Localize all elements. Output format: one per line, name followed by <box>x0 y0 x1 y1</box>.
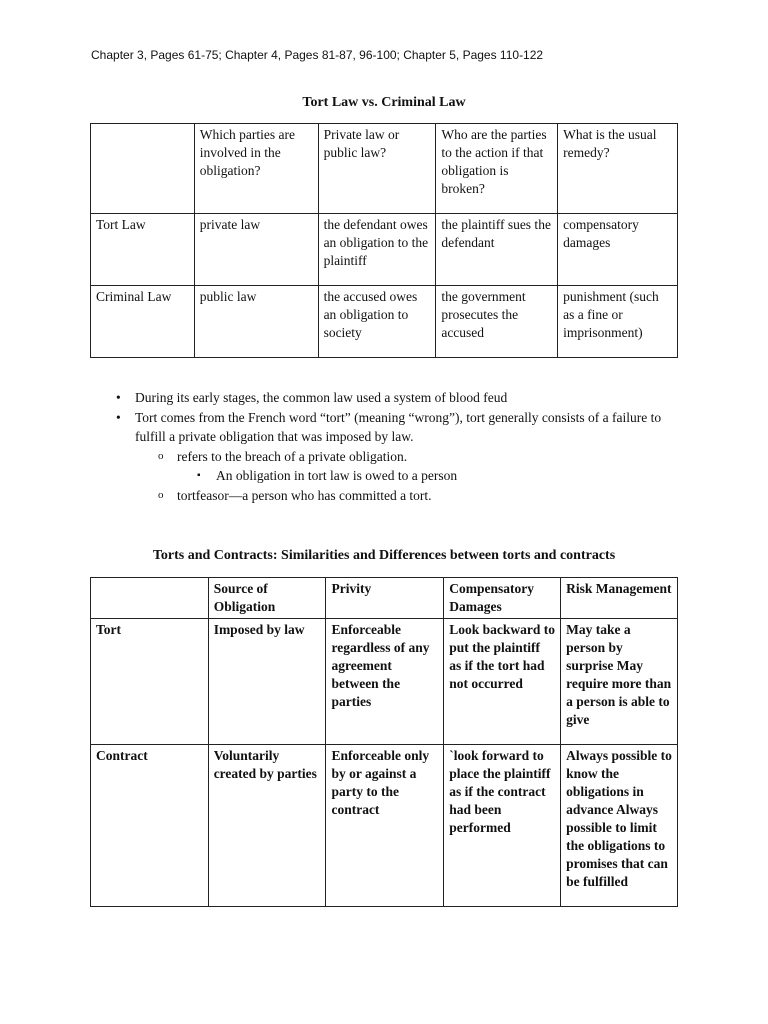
table-cell: `look forward to place the plaintiff as if the contract had been performed <box>444 745 561 907</box>
row-label: Criminal Law <box>91 286 195 358</box>
row-label: Tort <box>91 619 209 745</box>
table-row <box>91 619 678 745</box>
bullet-item: • During its early stages, the common law used a system of blood feud <box>108 388 678 408</box>
table-row <box>91 214 678 286</box>
table-cell: the accused owes an obligation to society <box>318 286 436 358</box>
table-cell: Imposed by law <box>208 619 326 745</box>
table2-title: Torts and Contracts: Similarities and Differences between torts and contracts <box>152 548 616 563</box>
page-header: Chapter 3, Pages 61-75; Chapter 4, Pages 81-87, 96-100; Chapter 5, Pages 110-122 <box>91 48 544 62</box>
table-cell: the plaintiff sues the defendant <box>436 214 558 286</box>
table-cell: Enforceable regardless of any agreement between the parties <box>326 619 444 745</box>
bullet-item: • Tort comes from the French word “tort” (meaning “wrong”), tort generally consists of a failure to fulfill a private obligation that was imposed by law. <box>108 408 678 447</box>
header-cell: Risk Management <box>561 578 678 619</box>
torts-contracts-table <box>90 577 678 907</box>
header-cell: Compensatory Damages <box>444 578 561 619</box>
header-cell <box>91 578 209 619</box>
table-cell: Look backward to put the plaintiff as if the tort had not occurred <box>444 619 561 745</box>
header-cell: Which parties are involved in the obligation? <box>194 124 318 214</box>
table-row <box>91 286 678 358</box>
header-cell: Source of Obligation <box>208 578 326 619</box>
table-header-row <box>91 124 678 214</box>
sub-bullet-item: o tortfeasor—a person who has committed a tort. <box>150 486 678 506</box>
table-cell: Voluntarily created by parties <box>208 745 326 907</box>
table-row <box>91 745 678 907</box>
header-cell: Private law or public law? <box>318 124 436 214</box>
table-cell: public law <box>194 286 318 358</box>
header-cell: Privity <box>326 578 444 619</box>
sub-sub-bullet-item: ▪ An obligation in tort law is owed to a person <box>189 466 678 486</box>
table1-title: Tort Law vs. Criminal Law <box>302 95 466 110</box>
table-cell: the defendant owes an obligation to the plaintiff <box>318 214 436 286</box>
header-cell: What is the usual remedy? <box>558 124 678 214</box>
table-header-row <box>91 578 678 619</box>
table-cell: Always possible to know the obligations in advance Always possible to limit the obligations to promises that can be fulfilled <box>561 745 678 907</box>
table-cell: the government prosecutes the accused <box>436 286 558 358</box>
header-cell: Who are the parties to the action if that obligation is broken? <box>436 124 558 214</box>
table-cell: Enforceable only by or against a party to the contract <box>326 745 444 907</box>
row-label: Contract <box>91 745 209 907</box>
row-label: Tort Law <box>91 214 195 286</box>
header-cell <box>91 124 195 214</box>
notes-list <box>108 388 678 505</box>
sub-bullet-item: o refers to the breach of a private obligation. <box>150 447 678 467</box>
table-cell: private law <box>194 214 318 286</box>
table-cell: punishment (such as a fine or imprisonment) <box>558 286 678 358</box>
table-cell: May take a person by surprise May require more than a person is able to give <box>561 619 678 745</box>
tort-vs-criminal-table <box>90 123 678 358</box>
table-cell: compensatory damages <box>558 214 678 286</box>
